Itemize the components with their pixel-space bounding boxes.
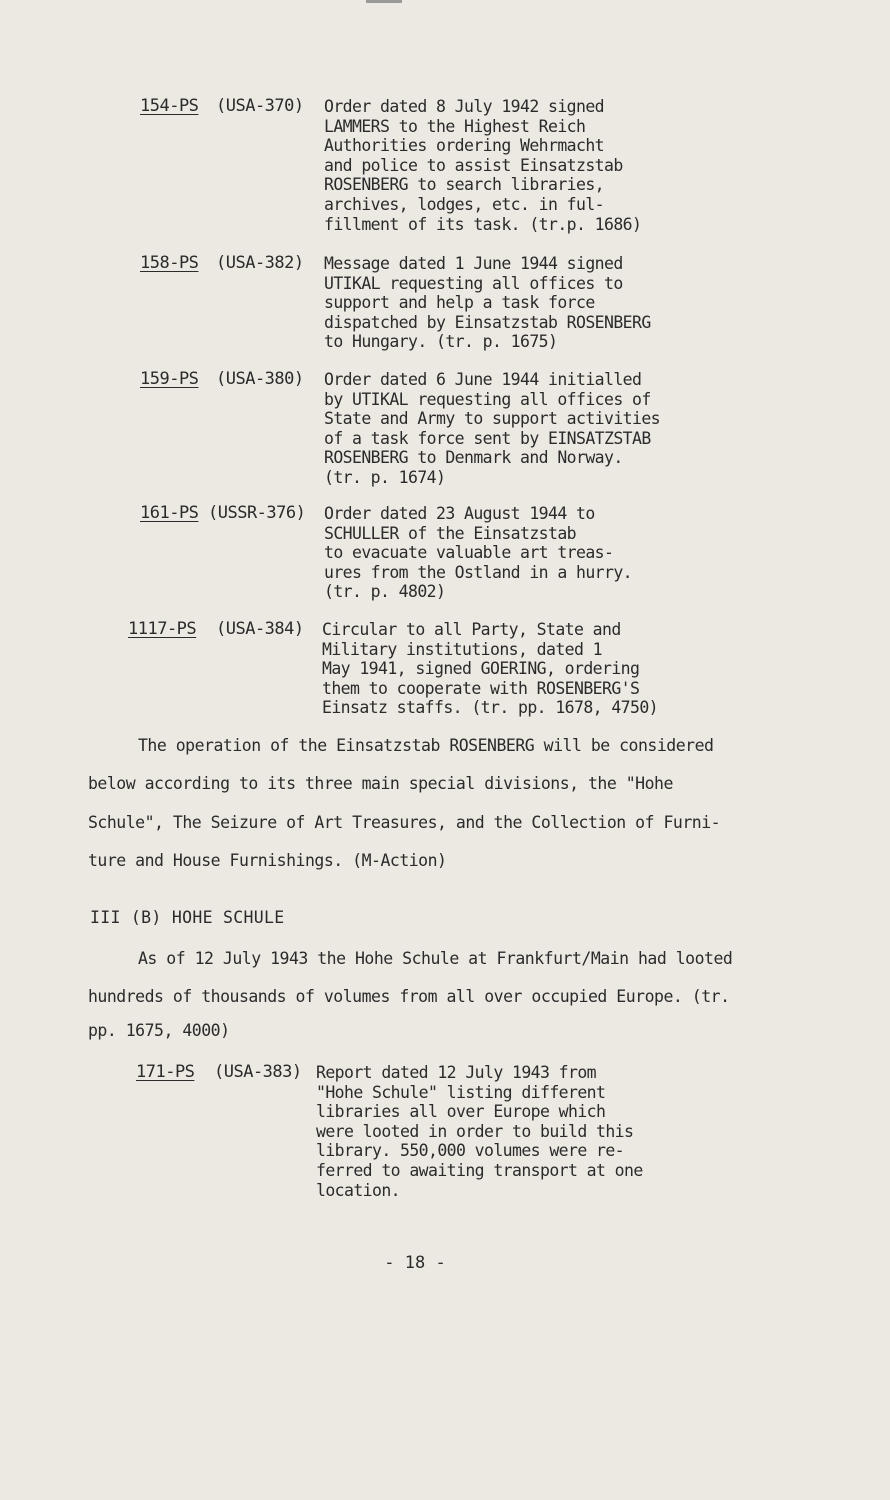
description-line: location. — [316, 1180, 401, 1200]
document-id: 1117-PS — [128, 619, 197, 639]
description-line: Authorities ordering Wehrmacht — [324, 136, 605, 156]
paragraph-line: Schule", The Seizure of Art Treasures, and the Collection of Furni- — [88, 813, 721, 832]
exhibit-number: (USA-382) — [216, 253, 304, 273]
entry-description — [324, 97, 641, 234]
description-line: by UTIKAL requesting all offices of — [324, 389, 651, 409]
description-line: archives, lodges, etc. in ful- — [324, 194, 605, 214]
entry-description — [316, 1063, 643, 1200]
entry-description — [322, 620, 658, 718]
description-line: Einsatz staffs. (tr. pp. 1678, 4750) — [322, 698, 659, 718]
entry-description — [324, 504, 632, 602]
entry-description — [324, 254, 651, 352]
description-line: were looted in order to build this — [316, 1121, 634, 1141]
description-line: Report dated 12 July 1943 from — [316, 1063, 597, 1082]
description-line: library. 550,000 volumes were re- — [316, 1141, 625, 1161]
description-line: LAMMERS to the Highest Reich — [324, 116, 586, 136]
paragraph-line: The operation of the Einsatzstab ROSENBERG will be considered — [138, 736, 714, 755]
description-line: of a task force sent by EINSATZSTAB — [324, 428, 651, 448]
entry-description — [324, 370, 660, 488]
description-line: ROSENBERG to search libraries, — [324, 175, 605, 195]
description-line: ROSENBERG to Denmark and Norway. — [324, 448, 623, 468]
description-line: Order dated 6 June 1944 initialled — [324, 370, 642, 389]
document-id: 171-PS — [136, 1062, 195, 1082]
exhibit-number: (USA-384) — [216, 619, 304, 639]
description-line: to Hungary. (tr. p. 1675) — [324, 332, 558, 352]
description-line: them to cooperate with ROSENBERG'S — [322, 678, 640, 698]
description-line: Circular to all Party, State and — [322, 620, 621, 639]
description-line: Order dated 23 August 1944 to — [324, 504, 595, 523]
description-line: (tr. p. 1674) — [324, 467, 446, 487]
description-line: dispatched by Einsatzstab ROSENBERG — [324, 312, 651, 332]
description-line: UTIKAL requesting all offices to — [324, 273, 623, 293]
description-line: support and help a task force — [324, 293, 595, 313]
description-line: libraries all over Europe which — [316, 1102, 606, 1122]
description-line: SCHULLER of the Einsatzstab — [324, 523, 577, 543]
paragraph-line: hundreds of thousands of volumes from all over occupied Europe. (tr. — [88, 987, 730, 1006]
exhibit-number: (USSR-376) — [208, 503, 306, 523]
description-line: Order dated 8 July 1942 signed — [324, 97, 605, 116]
page-top-mark — [366, 0, 402, 3]
document-id: 154-PS — [140, 96, 199, 116]
exhibit-number: (USA-370) — [216, 96, 304, 116]
description-line: State and Army to support activities — [324, 409, 661, 429]
page-number: - 18 - — [384, 1253, 446, 1273]
exhibit-number: (USA-380) — [216, 369, 304, 389]
section-heading: III (B) HOHE SCHULE — [90, 908, 285, 927]
exhibit-number: (USA-383) — [214, 1062, 302, 1082]
description-line: to evacuate valuable art treas- — [324, 543, 614, 563]
paragraph-line: As of 12 July 1943 the Hohe Schule at Frankfurt/Main had looted — [138, 949, 733, 968]
description-line: and police to assist Einsatzstab — [324, 155, 623, 175]
description-line: Message dated 1 June 1944 signed — [324, 254, 623, 273]
document-id: 159-PS — [140, 369, 199, 389]
description-line: Military institutions, dated 1 — [322, 639, 603, 659]
document-id: 158-PS — [140, 253, 199, 273]
description-line: May 1941, signed GOERING, ordering — [322, 659, 640, 679]
description-line: fillment of its task. (tr.p. 1686) — [324, 214, 642, 234]
paragraph-line: pp. 1675, 4000) — [88, 1021, 230, 1040]
description-line: ferred to awaiting transport at one — [316, 1160, 643, 1180]
description-line: ures from the Ostland in a hurry. — [324, 562, 633, 582]
description-line: "Hohe Schule" listing different — [316, 1082, 606, 1102]
paragraph-line: below according to its three main special divisions, the "Hohe — [88, 774, 673, 793]
document-id: 161-PS — [140, 503, 199, 523]
paragraph-line: ture and House Furnishings. (M-Action) — [88, 851, 447, 870]
description-line: (tr. p. 4802) — [324, 582, 446, 602]
